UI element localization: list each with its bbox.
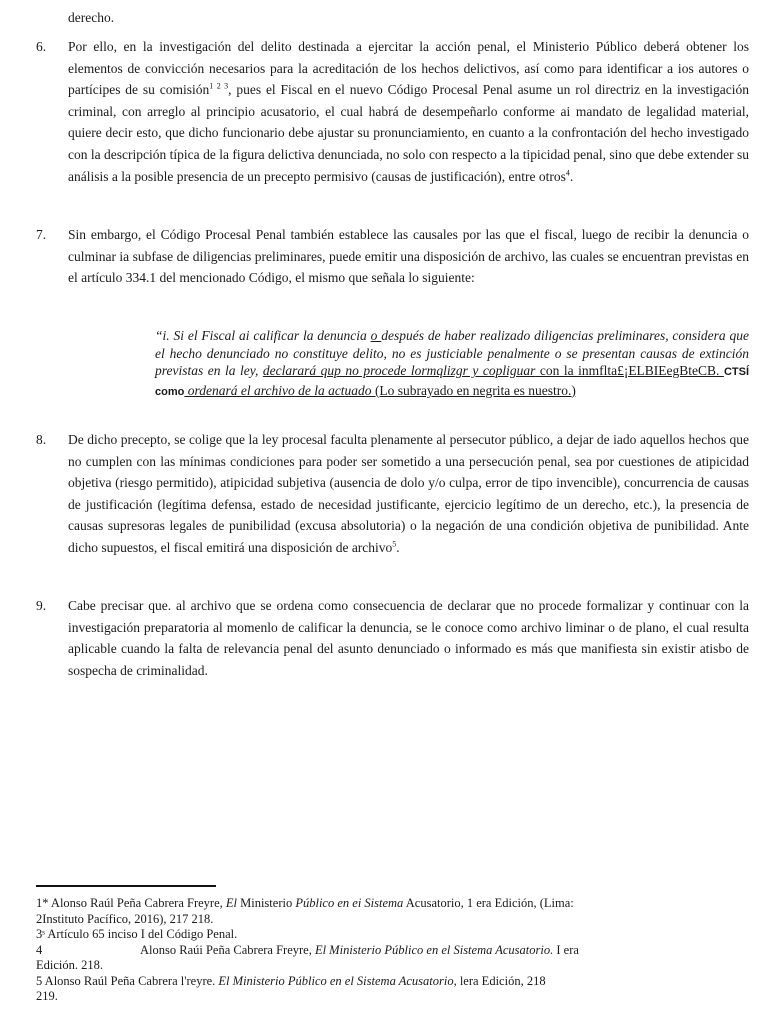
footnote-ref: 4 xyxy=(565,168,570,178)
paragraph-7 xyxy=(36,224,749,289)
paragraph-text-part: . xyxy=(569,168,574,184)
continued-text: derecho. xyxy=(68,10,115,25)
quote-part: (Lo subrayado en negrita es nuestro.) xyxy=(371,382,576,398)
paragraph-9 xyxy=(36,595,749,681)
footnote-part: Ministerio xyxy=(237,896,296,910)
footnote-2: 2Instituto Pacífico, 2016), 217 218. xyxy=(36,911,214,926)
paragraph-text: Sin embargo, el Código Procesal Penal también establece las causales por las que el fiscal, luego de recibir la denuncia o culminar ia subfase de diligencias preliminares, puede emitir una disposición de archivo, las cuales se encuentran previstas en el artículo 334.1 del mencionado Código, el mismo que señala lo siguiente: xyxy=(68,227,749,286)
quote-part: después de haber realizado diligencias preliminares, considera que el hecho denunciado no constituye delito, no es justiciable penalmente o se presentan causas de extinción previstas en la ley, xyxy=(155,328,750,379)
footnote-part: 5 Alonso Raúl Peña Cabrera l'reyre. xyxy=(36,973,219,988)
paragraph-number: 6. xyxy=(36,39,47,54)
footnote-part: 1* Alonso Raúl Peña Cabrera Freyre, xyxy=(36,896,226,910)
footnote-divider xyxy=(36,885,216,887)
footnote-3: 3ˢ Artículo 65 inciso I del Código Penal. xyxy=(36,927,238,941)
paragraph-text-part: Por ello, en la investigación del delito destinada a ejercitar la acción penal, el Ministerio Público deberá obtener los elementos de convicción necesarios para la acreditación de los hechos delictivos, así como para identificar a ios autores o partícipes de su comisión xyxy=(68,39,749,98)
footnote-ref: 5 xyxy=(392,539,397,549)
paragraph-text: Cabe precisar que. al archivo que se ordena como consecuencia de declarar que no procede formalizar y continuar con la investigación preparatoria al momenlo de calificar la denuncia, se le conoce como archivo liminar o de plano, el cual resulta aplicable cuando la falta de relevancia penal del asunto denunciado o informado es más que manifiesta sin existir atisbo de sospecha de criminalidad. xyxy=(68,598,749,678)
footnote-number: 4 xyxy=(36,942,43,957)
footnote-5-cont: 219. xyxy=(36,989,58,1003)
footnote-part: El xyxy=(225,896,237,910)
quote-part: o xyxy=(370,328,382,343)
paragraph-number: 8. xyxy=(36,432,47,447)
quote-part: “i. Si el Fiscal ai calificar la denuncia xyxy=(155,328,371,343)
quote-part: con la inmflta£¡ELBIEegBteCB. xyxy=(535,363,724,379)
footnote-part: I era xyxy=(553,942,579,957)
footnote-text xyxy=(140,943,749,959)
paragraph-text-part: . xyxy=(396,539,400,555)
footnote-part: El Ministerio Público en el Sistema Acusatorio. xyxy=(314,942,554,957)
quote-part: declarará qup no procede lormqlizgr y copliguar xyxy=(262,363,536,379)
footnote-5 xyxy=(36,974,749,990)
footnote-part: Público en ei Sistema xyxy=(295,896,404,910)
footnote-ref: 1 2 3 xyxy=(209,81,229,91)
paragraph-text-part: , pues el Fiscal en el nuevo Código Procesal Penal asume un rol directriz en la investigación criminal, con arreglo al principio acusatorio, el cual habrá de desempeñarlo conforme ai mandato de legalidad material, quiere decir esto, que dicho funcionario debe ajustar su pronunciamiento, en cuanto a la confrontación del hecho investigado con la descripción típica de la figura delictiva denunciada, no solo con respecto a la tipicidad penal, sino que debe extender su análisis a la posible presencia de un precepto permisivo (causas de justificación), entre otros xyxy=(68,82,749,184)
footnote-4-cont: Edición. 218. xyxy=(36,958,104,972)
footnotes xyxy=(36,896,749,1005)
paragraph-text xyxy=(68,36,749,187)
footnote-4 xyxy=(36,943,749,959)
paragraph-6 xyxy=(36,36,749,187)
paragraph-number: 7. xyxy=(36,227,47,242)
legal-quote xyxy=(155,327,749,401)
quote-part: CTSÍ como xyxy=(155,366,749,398)
footnote-part: Alonso Raúi Peña Cabrera Freyre, xyxy=(140,942,315,957)
footnote-1 xyxy=(36,896,749,912)
paragraph-number: 9. xyxy=(36,598,47,613)
footnote-part: Acusatorio, 1 era Edición, (Lima: xyxy=(403,896,574,910)
footnote-part: El Ministerio Público en el Sistema Acusatorio, xyxy=(218,973,457,988)
paragraph-8 xyxy=(36,429,749,559)
paragraph-text-part: De dicho precepto, se colige que la ley procesal faculta plenamente al persecutor público, a dejar de iado aquellos hechos que no cumplen con las mínimas condiciones para poder ser sometido a una persecución penal, sea por cuestiones de atipicidad objetiva (riesgo permitido), atipicidad subjetiva (ausencia de dolo y/o culpa, error de tipo invencible), concurrencia de causas de justificación (legítima defensa, estado de necesidad justificante, ejercicio legítimo de un derecho, etc.), la presencia de causas supresoras legales de punibilidad (excusa absolutoria) o la negación de una condición objetiva de punibilidad. Ante dicho supuestos, el fiscal emitirá una disposición de archivo xyxy=(68,432,749,555)
footnote-part: lera Edición, 218 xyxy=(456,973,546,988)
paragraph-text xyxy=(68,429,749,559)
quote-part: ordenará el archivo de la actuado xyxy=(184,382,372,398)
